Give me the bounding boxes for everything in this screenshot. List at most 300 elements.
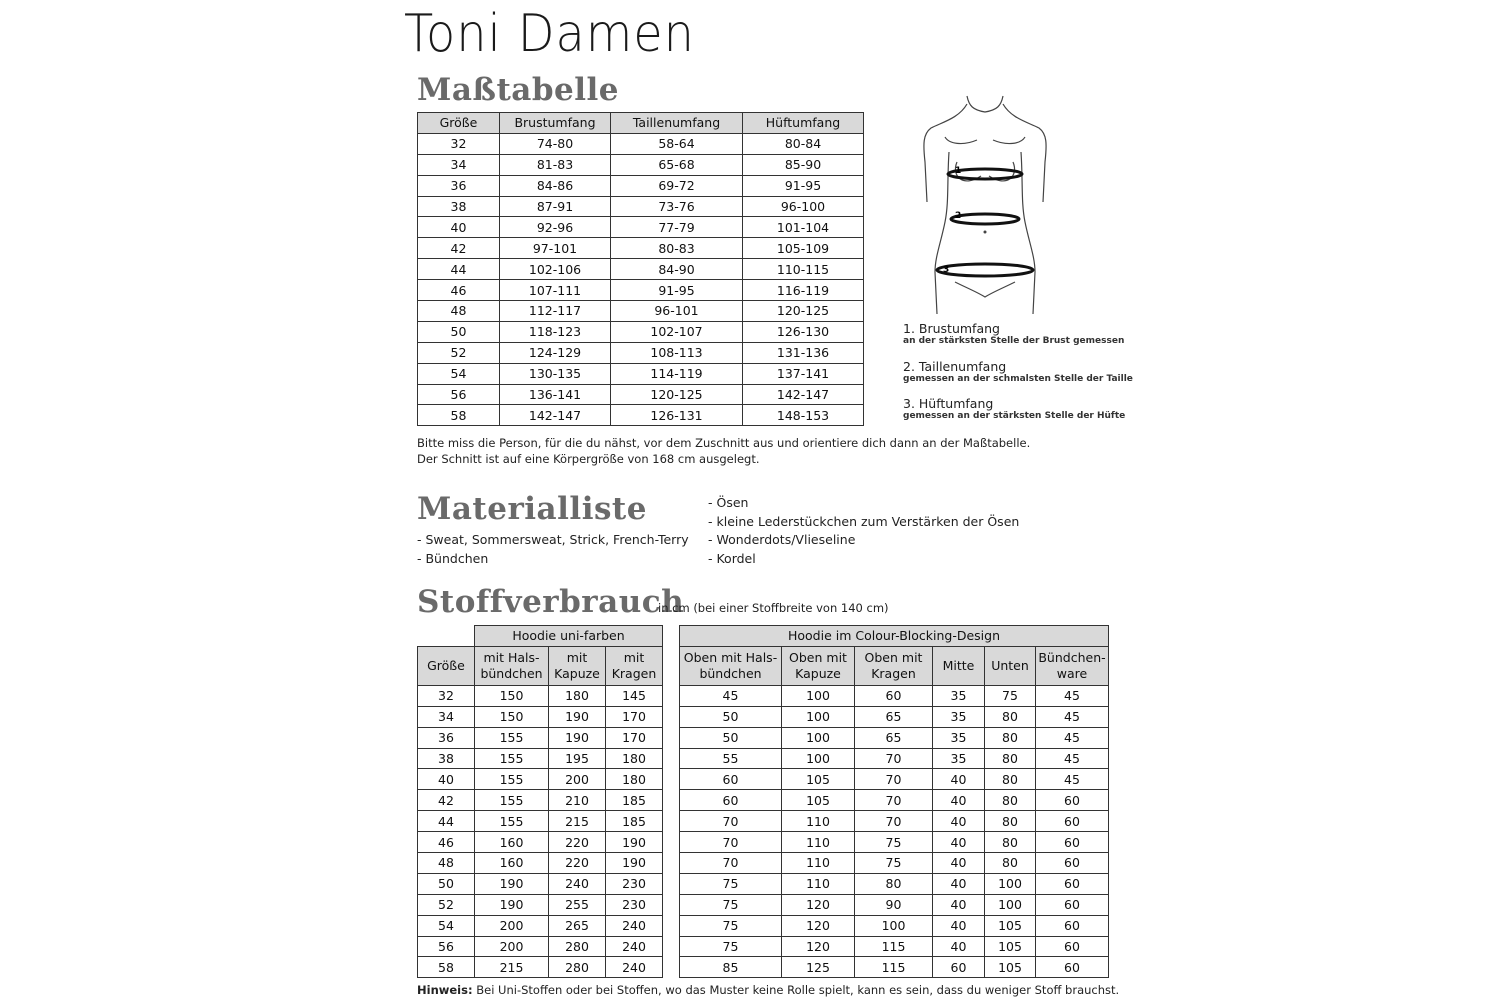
fabric-usage-cell: 190 xyxy=(606,832,663,853)
empty-cell xyxy=(663,936,680,957)
size-chart-cell: 102-106 xyxy=(500,259,611,280)
size-chart-cell: 91-95 xyxy=(611,280,743,301)
empty-cell xyxy=(663,748,680,769)
group-uni-header: Hoodie uni-farben xyxy=(475,626,663,647)
fabric-usage-cell: 70 xyxy=(855,790,933,811)
size-chart-cell: 97-101 xyxy=(500,238,611,259)
fabric-usage-cell: 58 xyxy=(418,957,475,978)
left-collarbone xyxy=(945,137,977,144)
fabric-usage-cell: 105 xyxy=(985,936,1036,957)
size-chart-cell: 58 xyxy=(418,405,500,426)
size-chart-cell: 120-125 xyxy=(611,384,743,405)
fabric-usage-cell: 60 xyxy=(1036,790,1109,811)
fabric-usage-cell: 80 xyxy=(985,853,1036,874)
fabric-usage-cell: 60 xyxy=(1036,853,1109,874)
fabric-usage-cell: 105 xyxy=(782,790,855,811)
fabric-usage-cell: 60 xyxy=(680,790,782,811)
fabric-usage-cell: 80 xyxy=(985,790,1036,811)
size-chart-cell: 50 xyxy=(418,321,500,342)
table-row xyxy=(418,894,1109,915)
size-chart-cell: 142-147 xyxy=(743,384,864,405)
empty-cell xyxy=(663,727,680,748)
fabric-usage-cell: 190 xyxy=(475,873,549,894)
fabric-usage-cell: 70 xyxy=(855,748,933,769)
fabric-usage-cell: 155 xyxy=(475,811,549,832)
fabric-usage-cell: 44 xyxy=(418,811,475,832)
size-chart-cell: 74-80 xyxy=(500,133,611,154)
fabric-usage-cell: 70 xyxy=(680,811,782,832)
empty-cell xyxy=(663,626,680,647)
fabric-heading: Stoffverbrauch xyxy=(417,584,685,620)
empty-cell xyxy=(663,873,680,894)
uni-col-header-l2: Kragen xyxy=(611,665,657,681)
fabric-usage-cell: 50 xyxy=(680,727,782,748)
materials-heading: Materialliste xyxy=(417,491,647,527)
fabric-usage-cell: 40 xyxy=(933,790,985,811)
fabric-usage-cell: 215 xyxy=(549,811,606,832)
fabric-usage-cell: 60 xyxy=(680,769,782,790)
size-chart-cell: 42 xyxy=(418,238,500,259)
fabric-usage-cell: 75 xyxy=(680,894,782,915)
size-chart-col-header: Hüftumfang xyxy=(743,113,864,134)
empty-cell xyxy=(663,646,680,685)
legend-hip-title: 3. Hüftumfang xyxy=(903,396,994,411)
legend-hip-sub: gemessen an der stärksten Stelle der Hüfte xyxy=(903,411,1126,421)
fabric-usage-cell: 240 xyxy=(606,936,663,957)
uni-col-header-l1: mit Hals- xyxy=(483,649,540,665)
fabric-usage-cell: 100 xyxy=(985,873,1036,894)
materials-right-list xyxy=(708,494,1019,568)
fabric-usage-cell: 100 xyxy=(782,748,855,769)
fabric-usage-cell: 155 xyxy=(475,727,549,748)
right-torso-outline xyxy=(1021,152,1035,314)
fabric-usage-cell: 70 xyxy=(855,811,933,832)
table-row xyxy=(418,321,864,342)
empty-cell xyxy=(663,894,680,915)
uni-col-header xyxy=(606,646,663,685)
fabric-usage-cell: 115 xyxy=(855,957,933,978)
fabric-usage-cell: 150 xyxy=(475,706,549,727)
colour-col-header xyxy=(782,646,855,685)
empty-cell xyxy=(663,832,680,853)
fabric-usage-cell: 100 xyxy=(782,706,855,727)
fabric-usage-cell: 54 xyxy=(418,915,475,936)
fabric-usage-cell: 75 xyxy=(855,853,933,874)
colour-col-header-l2: bündchen xyxy=(699,665,762,681)
fabric-usage-cell: 45 xyxy=(680,685,782,706)
fabric-usage-cell: 160 xyxy=(475,832,549,853)
marker-bust: 1 xyxy=(955,166,962,176)
table-row xyxy=(418,175,864,196)
size-chart-cell: 137-141 xyxy=(743,363,864,384)
size-chart-col-header: Brustumfang xyxy=(500,113,611,134)
right-collarbone xyxy=(993,137,1025,144)
fabric-usage-cell: 220 xyxy=(549,853,606,874)
fabric-usage-cell: 56 xyxy=(418,936,475,957)
size-chart-cell: 58-64 xyxy=(611,133,743,154)
fabric-usage-cell: 100 xyxy=(985,894,1036,915)
size-chart-cell: 92-96 xyxy=(500,217,611,238)
fabric-usage-cell: 280 xyxy=(549,957,606,978)
size-chart-cell: 96-100 xyxy=(743,196,864,217)
colour-col-header xyxy=(933,646,985,685)
fabric-usage-cell: 75 xyxy=(680,936,782,957)
fabric-usage-cell: 60 xyxy=(1036,832,1109,853)
empty-cell xyxy=(663,957,680,978)
fabric-usage-cell: 195 xyxy=(549,748,606,769)
measure-note xyxy=(417,435,1030,467)
fabric-usage-cell: 80 xyxy=(985,706,1036,727)
table-row xyxy=(418,790,1109,811)
fabric-usage-cell: 190 xyxy=(549,727,606,748)
fabric-usage-cell: 46 xyxy=(418,832,475,853)
table-row xyxy=(418,685,1109,706)
uni-col-header-l2: Kapuze xyxy=(554,665,600,681)
fabric-usage-cell: 70 xyxy=(855,769,933,790)
fabric-usage-cell: 34 xyxy=(418,706,475,727)
colour-col-header-l1: Mitte xyxy=(942,657,975,673)
fabric-usage-cell: 110 xyxy=(782,853,855,874)
fabric-usage-cell: 155 xyxy=(475,769,549,790)
fabric-usage-cell: 40 xyxy=(418,769,475,790)
size-chart-cell: 38 xyxy=(418,196,500,217)
fabric-usage-cell: 110 xyxy=(782,873,855,894)
fabric-usage-cell: 70 xyxy=(680,853,782,874)
table-row xyxy=(418,405,864,426)
page-title: Toni Damen xyxy=(404,4,695,64)
fabric-usage-cell: 105 xyxy=(985,957,1036,978)
legend-bust xyxy=(903,322,1124,347)
material-item: - Ösen xyxy=(708,495,749,510)
fabric-usage-cell: 220 xyxy=(549,832,606,853)
fabric-usage-cell: 120 xyxy=(782,915,855,936)
fabric-usage-cell: 60 xyxy=(1036,915,1109,936)
fabric-usage-cell: 170 xyxy=(606,706,663,727)
size-chart-cell: 81-83 xyxy=(500,154,611,175)
size-chart-cell: 87-91 xyxy=(500,196,611,217)
size-chart-cell: 112-117 xyxy=(500,301,611,322)
hip-outline xyxy=(955,282,1015,297)
empty-cell xyxy=(663,706,680,727)
fabric-usage-cell: 80 xyxy=(985,727,1036,748)
size-chart-cell: 91-95 xyxy=(743,175,864,196)
table-row xyxy=(418,811,1109,832)
fabric-usage-cell: 80 xyxy=(985,832,1036,853)
table-row xyxy=(418,301,864,322)
fabric-usage-cell: 40 xyxy=(933,811,985,832)
fabric-usage-cell: 40 xyxy=(933,936,985,957)
table-row xyxy=(418,706,1109,727)
fabric-usage-cell: 190 xyxy=(549,706,606,727)
colour-col-header-l2: Kragen xyxy=(871,665,916,681)
fabric-usage-cell: 35 xyxy=(933,748,985,769)
table-row xyxy=(418,832,1109,853)
size-chart-cell: 142-147 xyxy=(500,405,611,426)
size-chart-cell: 40 xyxy=(418,217,500,238)
fabric-usage-cell: 80 xyxy=(985,811,1036,832)
fabric-usage-cell: 45 xyxy=(1036,769,1109,790)
group-colour-header: Hoodie im Colour-Blocking-Design xyxy=(680,626,1109,647)
fabric-usage-cell: 200 xyxy=(475,936,549,957)
fabric-usage-cell: 185 xyxy=(606,790,663,811)
fabric-usage-cell: 50 xyxy=(680,706,782,727)
colour-col-header xyxy=(985,646,1036,685)
fabric-usage-cell: 180 xyxy=(606,748,663,769)
fabric-usage-cell: 230 xyxy=(606,894,663,915)
fabric-usage-cell: 160 xyxy=(475,853,549,874)
colour-col-header xyxy=(680,646,782,685)
uni-col-header-l1: mit xyxy=(623,649,645,665)
marker-hip: 3 xyxy=(943,265,950,275)
size-chart-cell: 73-76 xyxy=(611,196,743,217)
fabric-usage-cell: 265 xyxy=(549,915,606,936)
legend-waist-sub: gemessen an der schmalsten Stelle der Taille xyxy=(903,374,1133,384)
material-item: - Bündchen xyxy=(417,550,489,566)
fabric-usage-cell: 40 xyxy=(933,769,985,790)
fabric-usage-cell: 100 xyxy=(855,915,933,936)
fabric-usage-cell: 55 xyxy=(680,748,782,769)
legend-bust-title: 1. Brustumfang xyxy=(903,321,1000,336)
size-chart-cell: 105-109 xyxy=(743,238,864,259)
left-shoulder-outline xyxy=(924,104,967,202)
empty-cell xyxy=(663,769,680,790)
fabric-usage-cell: 35 xyxy=(933,706,985,727)
legend-bust-sub: an der stärksten Stelle der Brust gemessen xyxy=(903,336,1125,346)
table-row xyxy=(418,936,1109,957)
fabric-usage-table xyxy=(417,625,1109,978)
size-chart-cell: 148-153 xyxy=(743,405,864,426)
table-row xyxy=(418,133,864,154)
size-chart-cell: 131-136 xyxy=(743,342,864,363)
fabric-usage-cell: 200 xyxy=(549,769,606,790)
colour-col-header-l2: Kapuze xyxy=(795,665,841,681)
table-row xyxy=(418,748,1109,769)
fabric-usage-cell: 240 xyxy=(606,915,663,936)
colour-col-header-l1: Unten xyxy=(991,657,1029,673)
colour-col-header-l1: Bündchen- xyxy=(1038,649,1106,665)
empty-cell xyxy=(663,811,680,832)
size-chart-cell: 126-130 xyxy=(743,321,864,342)
size-chart-cell: 84-86 xyxy=(500,175,611,196)
table-row xyxy=(418,196,864,217)
fabric-usage-cell: 70 xyxy=(680,832,782,853)
fabric-size-header: Größe xyxy=(418,646,475,685)
size-chart-cell: 114-119 xyxy=(611,363,743,384)
measure-note-line: Der Schnitt ist auf eine Körpergröße von 168 cm ausgelegt. xyxy=(417,452,760,466)
fabric-usage-cell: 75 xyxy=(680,873,782,894)
fabric-usage-cell: 185 xyxy=(606,811,663,832)
fabric-usage-cell: 190 xyxy=(475,894,549,915)
fabric-usage-cell: 85 xyxy=(680,957,782,978)
table-row xyxy=(418,217,864,238)
fabric-usage-cell: 60 xyxy=(855,685,933,706)
legend-hip xyxy=(903,397,1125,422)
measure-note-line: Bitte miss die Person, für die du nähst, vor dem Zuschnitt aus und orientiere dich dann an der Maßtabelle. xyxy=(417,436,1031,450)
material-item: - Sweat, Sommersweat, Strick, French-Terry xyxy=(417,532,689,547)
table-row xyxy=(418,769,1109,790)
fabric-usage-body xyxy=(418,685,1109,977)
material-item: - kleine Lederstückchen zum Verstärken der Ösen xyxy=(708,513,1020,529)
fabric-usage-cell: 255 xyxy=(549,894,606,915)
fabric-usage-cell: 38 xyxy=(418,748,475,769)
size-chart-cell: 80-83 xyxy=(611,238,743,259)
table-row xyxy=(418,873,1109,894)
size-chart-cell: 69-72 xyxy=(611,175,743,196)
fabric-usage-cell: 60 xyxy=(1036,957,1109,978)
fabric-usage-cell: 45 xyxy=(1036,706,1109,727)
colour-col-header xyxy=(855,646,933,685)
fabric-group-row xyxy=(418,626,1109,647)
size-chart-cell: 110-115 xyxy=(743,259,864,280)
uni-col-header xyxy=(549,646,606,685)
size-chart-cell: 101-104 xyxy=(743,217,864,238)
size-chart-cell: 102-107 xyxy=(611,321,743,342)
fabric-usage-cell: 110 xyxy=(782,811,855,832)
size-chart-cell: 84-90 xyxy=(611,259,743,280)
fabric-usage-cell: 240 xyxy=(549,873,606,894)
fabric-usage-cell: 155 xyxy=(475,790,549,811)
size-chart-cell: 120-125 xyxy=(743,301,864,322)
navel-mark xyxy=(984,231,987,234)
fabric-usage-cell: 80 xyxy=(985,769,1036,790)
size-chart-col-header: Größe xyxy=(418,113,500,134)
size-chart-cell: 56 xyxy=(418,384,500,405)
fabric-usage-cell: 52 xyxy=(418,894,475,915)
size-chart-header-row xyxy=(418,113,864,134)
fabric-usage-cell: 80 xyxy=(855,873,933,894)
fabric-usage-cell: 35 xyxy=(933,727,985,748)
table-row xyxy=(418,853,1109,874)
size-chart-cell: 52 xyxy=(418,342,500,363)
fabric-usage-cell: 45 xyxy=(1036,727,1109,748)
fabric-usage-cell: 60 xyxy=(1036,873,1109,894)
fabric-usage-cell: 48 xyxy=(418,853,475,874)
size-chart-cell: 32 xyxy=(418,133,500,154)
fabric-usage-cell: 60 xyxy=(1036,936,1109,957)
colour-col-header-l1: Oben mit Hals- xyxy=(683,649,778,665)
size-chart-cell: 96-101 xyxy=(611,301,743,322)
fabric-subheading: in cm (bei einer Stoffbreite von 140 cm) xyxy=(658,601,889,615)
fabric-usage-cell: 230 xyxy=(606,873,663,894)
uni-col-header xyxy=(475,646,549,685)
fabric-usage-cell: 40 xyxy=(933,832,985,853)
right-shoulder-outline xyxy=(1003,104,1046,202)
hip-measure-line xyxy=(937,264,1033,276)
fabric-usage-cell: 120 xyxy=(782,894,855,915)
table-row xyxy=(418,384,864,405)
table-row xyxy=(418,363,864,384)
empty-cell xyxy=(418,626,475,647)
colour-col-header-l2: ware xyxy=(1056,665,1088,681)
size-chart-cell: 107-111 xyxy=(500,280,611,301)
size-chart-cell: 36 xyxy=(418,175,500,196)
uni-col-header-l1: mit xyxy=(566,649,588,665)
fabric-usage-cell: 42 xyxy=(418,790,475,811)
fabric-usage-cell: 45 xyxy=(1036,685,1109,706)
colour-col-header xyxy=(1036,646,1109,685)
size-chart-cell: 116-119 xyxy=(743,280,864,301)
left-torso-outline xyxy=(935,152,949,314)
fabric-usage-cell: 35 xyxy=(933,685,985,706)
fabric-usage-cell: 190 xyxy=(606,853,663,874)
body-measurement-figure xyxy=(915,92,1055,322)
fabric-usage-cell: 75 xyxy=(680,915,782,936)
table-row xyxy=(418,957,1109,978)
fabric-usage-cell: 75 xyxy=(855,832,933,853)
fabric-usage-cell: 240 xyxy=(606,957,663,978)
fabric-usage-cell: 60 xyxy=(933,957,985,978)
size-chart-cell: 34 xyxy=(418,154,500,175)
uni-col-header-l2: bündchen xyxy=(480,665,543,681)
fabric-usage-cell: 145 xyxy=(606,685,663,706)
legend-waist-title: 2. Taillenumfang xyxy=(903,359,1007,374)
fabric-usage-cell: 170 xyxy=(606,727,663,748)
size-chart-cell: 124-129 xyxy=(500,342,611,363)
fabric-usage-cell: 40 xyxy=(933,915,985,936)
size-chart-heading: Maßtabelle xyxy=(417,72,620,108)
size-chart-cell: 46 xyxy=(418,280,500,301)
size-chart-cell: 44 xyxy=(418,259,500,280)
size-chart-cell: 48 xyxy=(418,301,500,322)
fabric-usage-cell: 65 xyxy=(855,727,933,748)
fabric-column-row xyxy=(418,646,1109,685)
empty-cell xyxy=(663,790,680,811)
hinweis-text: Bei Uni-Stoffen oder bei Stoffen, wo das Muster keine Rolle spielt, kann es sein, dass du weniger Stoff brauchst. xyxy=(472,983,1120,997)
fabric-usage-cell: 50 xyxy=(418,873,475,894)
fabric-usage-cell: 65 xyxy=(855,706,933,727)
table-row xyxy=(418,259,864,280)
size-chart-cell: 126-131 xyxy=(611,405,743,426)
table-row xyxy=(418,342,864,363)
fabric-usage-cell: 125 xyxy=(782,957,855,978)
size-chart-cell: 136-141 xyxy=(500,384,611,405)
fabric-usage-cell: 32 xyxy=(418,685,475,706)
fabric-usage-cell: 40 xyxy=(933,894,985,915)
colour-col-header-l1: Oben mit xyxy=(864,649,923,665)
size-chart-cell: 77-79 xyxy=(611,217,743,238)
fabric-usage-cell: 280 xyxy=(549,936,606,957)
fabric-usage-cell: 60 xyxy=(1036,894,1109,915)
table-row xyxy=(418,727,1109,748)
fabric-usage-cell: 180 xyxy=(606,769,663,790)
material-item: - Kordel xyxy=(708,550,756,566)
table-row xyxy=(418,915,1109,936)
fabric-usage-cell: 105 xyxy=(985,915,1036,936)
size-chart-body xyxy=(418,133,864,425)
empty-cell xyxy=(663,685,680,706)
size-chart-cell: 80-84 xyxy=(743,133,864,154)
neck-outline xyxy=(967,96,1003,112)
fabric-usage-cell: 100 xyxy=(782,727,855,748)
fabric-usage-cell: 80 xyxy=(985,748,1036,769)
size-chart-cell: 108-113 xyxy=(611,342,743,363)
material-item: - Wonderdots/Vlieseline xyxy=(708,532,856,547)
fabric-usage-cell: 210 xyxy=(549,790,606,811)
fabric-usage-cell: 180 xyxy=(549,685,606,706)
table-row xyxy=(418,280,864,301)
fabric-usage-cell: 115 xyxy=(855,936,933,957)
size-chart-cell: 54 xyxy=(418,363,500,384)
fabric-usage-cell: 100 xyxy=(782,685,855,706)
fabric-usage-cell: 60 xyxy=(1036,811,1109,832)
fabric-usage-cell: 215 xyxy=(475,957,549,978)
fabric-usage-cell: 155 xyxy=(475,748,549,769)
size-chart-col-header: Taillenumfang xyxy=(611,113,743,134)
fabric-usage-cell: 90 xyxy=(855,894,933,915)
empty-cell xyxy=(663,853,680,874)
marker-waist: 2 xyxy=(955,211,962,221)
size-chart-cell: 85-90 xyxy=(743,154,864,175)
